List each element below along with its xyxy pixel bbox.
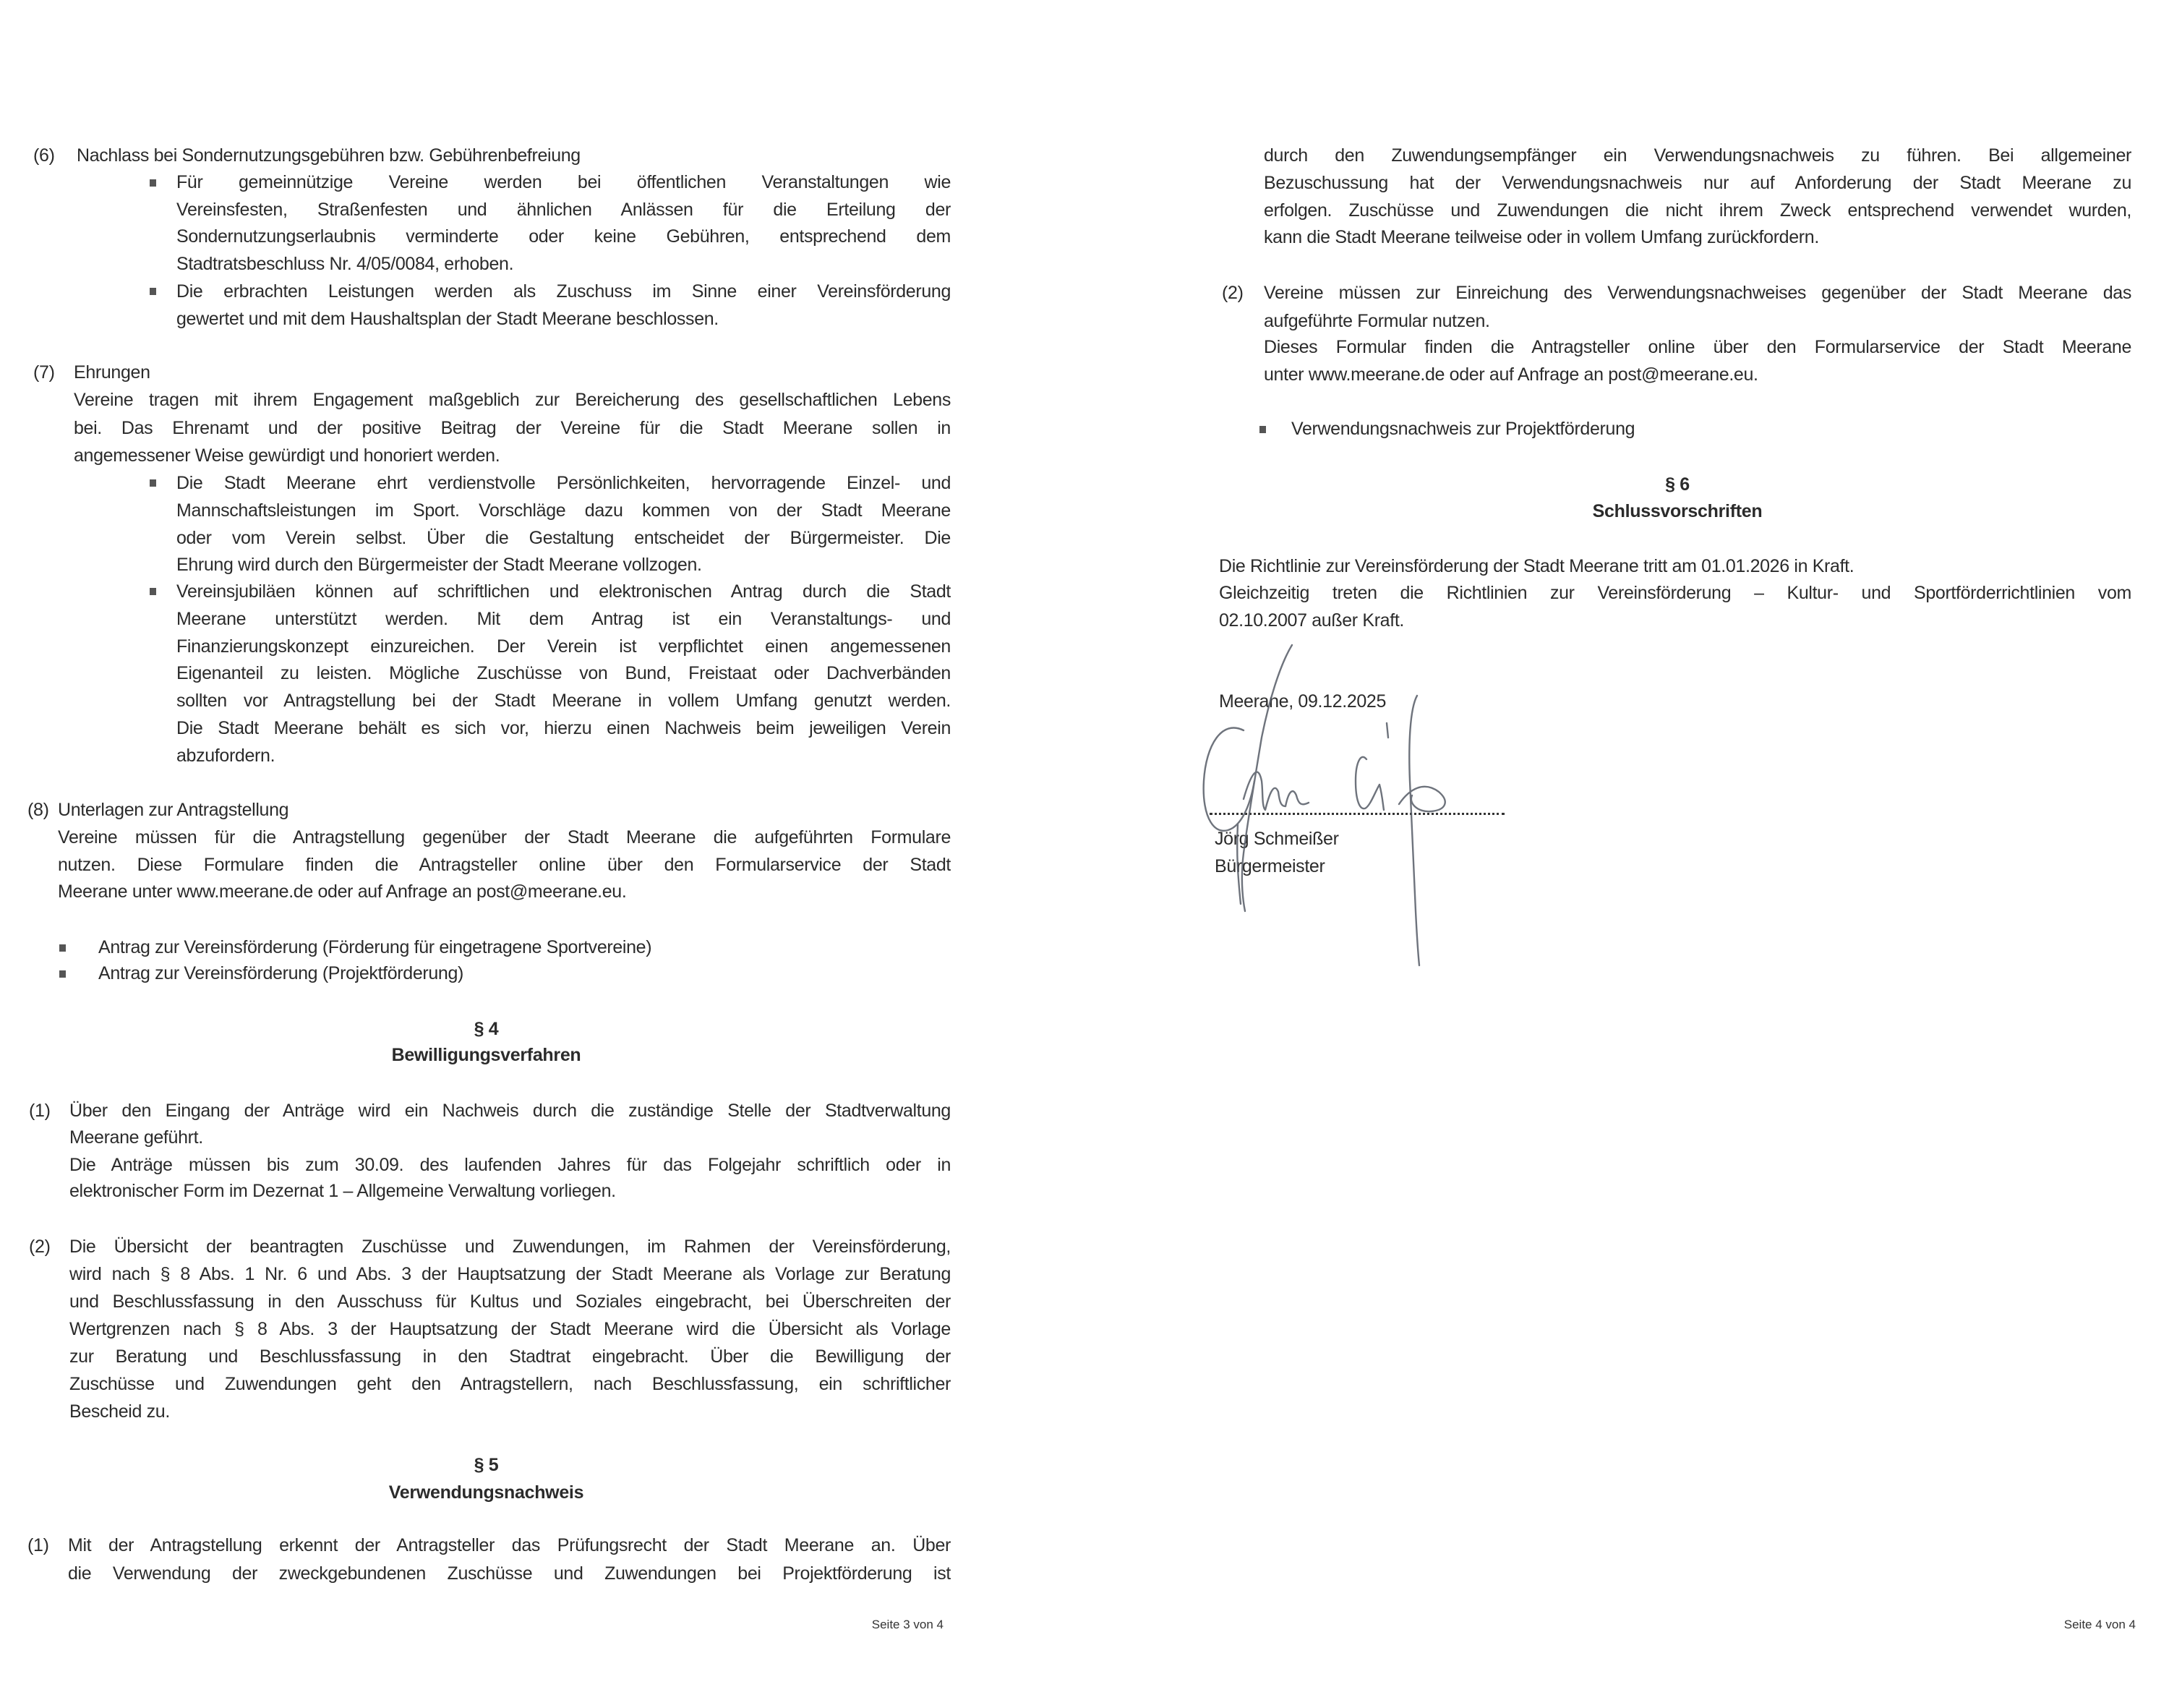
s6-b1-line: Sondernutzungserlaubnis verminderte oder keine Gebühren, entsprechend dem (176, 226, 951, 247)
s8-intro-line: Vereine müssen für die Antragstellung gegenüber der Stadt Meerane die aufgeführten Formulare (58, 827, 951, 847)
par5-item-2-label: (2) (1222, 283, 1244, 303)
par4-item-2-line: Die Übersicht der beantragten Zuschüsse und Zuwendungen, im Rahmen der Vereinsförderung, (69, 1237, 951, 1257)
paragraph-6-number: § 6 (1665, 474, 1690, 495)
par6-line: Die Richtlinie zur Vereinsförderung der Stadt Meerane tritt am 01.01.2026 in Kraft. (1219, 556, 1854, 576)
par4-item-2-line: Bescheid zu. (69, 1401, 170, 1422)
form-item-verwendungsnachweis: Verwendungsnachweis zur Projektförderung (1291, 419, 1635, 439)
par4-item-2-line: und Beschlussfassung in den Ausschuss für Kultus und Soziales eingebracht, bei Überschreiten der (69, 1291, 951, 1312)
section-7-label: (7) (33, 362, 55, 383)
form-item-sportvereine: Antrag zur Vereinsförderung (Förderung für eingetragene Sportvereine) (98, 937, 652, 957)
par5-cont-line: Bezuschussung hat der Verwendungsnachweis nur auf Anforderung der Stadt Meerane zu (1264, 173, 2131, 193)
bullet-icon (59, 944, 66, 952)
par5-cont-line: durch den Zuwendungsempfänger ein Verwendungsnachweis zu führen. Bei allgemeiner (1264, 145, 2131, 166)
s7-b2-line: Vereinsjubiläen können auf schriftlichen und elektronischen Antrag durch die Stadt (176, 581, 951, 602)
s7-b2-line: abzufordern. (176, 746, 275, 766)
bullet-icon (1259, 426, 1266, 433)
par6-line: 02.10.2007 außer Kraft. (1219, 610, 1405, 631)
section-6-label: (6) (33, 145, 55, 166)
section-8-title: Unterlagen zur Antragstellung (58, 800, 289, 820)
bullet-icon (150, 479, 156, 487)
paragraph-4-title: Bewilligungsverfahren (391, 1045, 581, 1065)
s7-b1-line: Mannschaftsleistungen im Sport. Vorschläge dazu kommen von der Stadt Meerane (176, 500, 951, 521)
section-7-title: Ehrungen (74, 362, 150, 383)
section-8-label: (8) (27, 800, 49, 820)
bullet-icon (150, 179, 156, 187)
s6-b2-line: gewertet und mit dem Haushaltsplan der Stadt Meerane beschlossen. (176, 309, 719, 329)
paragraph-5-number: § 5 (474, 1455, 499, 1475)
par6-line: Gleichzeitig treten die Richtlinien zur Vereinsförderung – Kultur- und Sportförderrichtlinien vom (1219, 583, 2131, 603)
par5-item-2-line: unter www.meerane.de oder auf Anfrage an post@meerane.eu. (1264, 364, 1758, 385)
par4-item-1-line: Meerane geführt. (69, 1127, 203, 1148)
s7-intro-line: angemessener Weise gewürdigt und honoriert werden. (74, 445, 500, 466)
par4-item-1-line: Die Anträge müssen bis zum 30.09. des laufenden Jahres für das Folgejahr schriftlich oder in (69, 1155, 951, 1175)
s7-intro-line: bei. Das Ehrenamt und der positive Beitrag der Vereine für die Stadt Meerane sollen in (74, 418, 951, 438)
section-6-title: Nachlass bei Sondernutzungsgebühren bzw. Gebührenbefreiung (77, 145, 581, 166)
par5-cont-line: erfolgen. Zuschüsse und Zuwendungen die nicht ihrem Zweck entsprechend verwendet wurden, (1264, 200, 2131, 221)
par5-item-2-line: Vereine müssen zur Einreichung des Verwendungsnachweises gegenüber der Stadt Meerane das (1264, 283, 2131, 303)
par4-item-2-label: (2) (29, 1237, 51, 1257)
s7-b1-line: oder vom Verein selbst. Über die Gestaltung entscheidet der Bürgermeister. Die (176, 528, 951, 548)
s7-intro-line: Vereine tragen mit ihrem Engagement maßgeblich zur Bereicherung des gesellschaftlichen Lebens (74, 390, 951, 410)
handwritten-signature (1193, 636, 1526, 976)
bullet-icon (150, 288, 156, 295)
page-number-4: Seite 4 von 4 (2063, 1618, 2136, 1631)
par5-cont-line: kann die Stadt Meerane teilweise oder in vollem Umfang zurückfordern. (1264, 227, 1819, 247)
par5-item-1-line: die Verwendung der zweckgebundenen Zuschüsse und Zuwendungen bei Projektförderung ist (68, 1563, 951, 1584)
par4-item-2-line: Zuschüsse und Zuwendungen geht den Antragstellern, nach Beschlussfassung, ein schriftlicher (69, 1374, 951, 1394)
s7-b2-line: Finanzierungskonzept einzureichen. Der Verein ist verpflichtet einen angemessenen (176, 636, 951, 657)
par4-item-2-line: Wertgrenzen nach § 8 Abs. 3 der Hauptsatzung der Stadt Meerane wird die Übersicht als Vorlage (69, 1319, 951, 1339)
s7-b2-line: sollten vor Antragstellung bei der Stadt Meerane in vollem Umfang genutzt werden. (176, 691, 951, 711)
place-date: Meerane, 09.12.2025 (1219, 691, 1387, 712)
s6-b2-line: Die erbrachten Leistungen werden als Zuschuss im Sinne einer Vereinsförderung (176, 281, 951, 302)
par4-item-1-line: elektronischer Form im Dezernat 1 – Allgemeine Verwaltung vorliegen. (69, 1181, 616, 1201)
signatory-role: Bürgermeister (1215, 856, 1325, 876)
par5-item-2-line: aufgeführte Formular nutzen. (1264, 311, 1490, 331)
s8-intro-line: nutzen. Diese Formulare finden die Antragsteller online über den Formularservice der Stadt (58, 855, 951, 875)
signature-line (1210, 813, 1505, 815)
s7-b1-line: Ehrung wird durch den Bürgermeister der Stadt Meerane vollzogen. (176, 555, 702, 575)
s7-b1-line: Die Stadt Meerane ehrt verdienstvolle Persönlichkeiten, hervorragende Einzel- und (176, 473, 951, 493)
s7-b2-line: Eigenanteil zu leisten. Mögliche Zuschüsse von Bund, Freistaat oder Dachverbänden (176, 663, 951, 683)
s7-b2-line: Die Stadt Meerane behält es sich vor, hierzu einen Nachweis beim jeweiligen Verein (176, 718, 951, 738)
page-number-3: Seite 3 von 4 (871, 1618, 944, 1631)
par5-item-1-line: Mit der Antragstellung erkennt der Antragsteller das Prüfungsrecht der Stadt Meerane an. Über (68, 1535, 951, 1555)
par4-item-2-line: zur Beratung und Beschlussfassung in den Stadtrat eingebracht. Über die Bewilligung der (69, 1346, 951, 1367)
signatory-name: Jörg Schmeißer (1215, 829, 1339, 849)
paragraph-4-number: § 4 (474, 1019, 499, 1039)
par5-item-1-label: (1) (27, 1535, 49, 1555)
form-item-projektfoerderung: Antrag zur Vereinsförderung (Projektförderung) (98, 963, 464, 983)
par4-item-1-line: Über den Eingang der Anträge wird ein Nachweis durch die zuständige Stelle der Stadtverwaltung (69, 1101, 951, 1121)
paragraph-6-title: Schlussvorschriften (1592, 501, 1763, 521)
s6-b1-line: Vereinsfesten, Straßenfesten und ähnlichen Anlässen für die Erteilung der (176, 200, 951, 220)
par4-item-2-line: wird nach § 8 Abs. 1 Nr. 6 und Abs. 3 der Hauptsatzung der Stadt Meerane als Vorlage zur Beratung (69, 1264, 951, 1284)
s6-b1-line: Stadtratsbeschluss Nr. 4/05/0084, erhoben. (176, 254, 514, 274)
par5-item-2-line: Dieses Formular finden die Antragsteller online über den Formularservice der Stadt Meerane (1264, 337, 2131, 357)
bullet-icon (150, 588, 156, 595)
paragraph-5-title: Verwendungsnachweis (388, 1482, 584, 1503)
s6-b1-line: Für gemeinnützige Vereine werden bei öffentlichen Veranstaltungen wie (176, 172, 951, 192)
par4-item-1-label: (1) (29, 1101, 51, 1121)
s7-b2-line: Meerane unterstützt werden. Mit dem Antrag ist ein Veranstaltungs- und (176, 609, 951, 629)
s8-intro-line: Meerane unter www.meerane.de oder auf Anfrage an post@meerane.eu. (58, 881, 627, 902)
bullet-icon (59, 970, 66, 978)
